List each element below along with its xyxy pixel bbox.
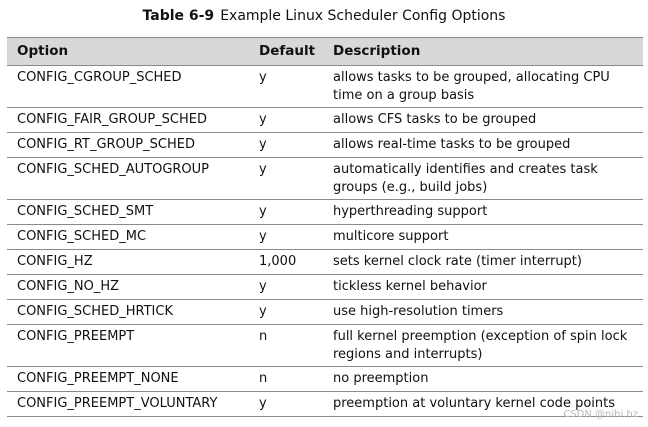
table-number: Table 6-9 [142,8,215,24]
table-row [7,275,643,300]
table-row [7,250,643,275]
table-row [7,158,643,200]
option-cell: CONFIG_SCHED_MC [7,225,251,250]
table-row [7,392,643,417]
description-cell: multicore support [325,225,643,250]
description-cell: preemption at voluntary kernel code points [325,392,643,417]
header-option: Option [7,38,251,66]
default-cell: y [251,133,325,158]
header-row [7,38,643,66]
table-row [7,66,643,108]
option-cell: CONFIG_CGROUP_SCHED [7,66,251,108]
default-cell: y [251,392,325,417]
option-cell: CONFIG_NO_HZ [7,275,251,300]
table-body [7,66,643,417]
option-cell: CONFIG_PREEMPT [7,325,251,367]
option-cell: CONFIG_PREEMPT_NONE [7,367,251,392]
option-cell: CONFIG_SCHED_AUTOGROUP [7,158,251,200]
option-cell: CONFIG_FAIR_GROUP_SCHED [7,108,251,133]
option-cell: CONFIG_SCHED_HRTICK [7,300,251,325]
description-cell: full kernel preemption (exception of spin lock regions and interrupts) [325,325,643,367]
table-row [7,108,643,133]
default-cell: n [251,367,325,392]
table-row [7,200,643,225]
header-default: Default [251,38,325,66]
table-row [7,325,643,367]
table-header [7,38,643,66]
watermark: CSDN @nihi.hz [563,409,638,420]
description-cell: allows real-time tasks to be grouped [325,133,643,158]
description-cell: use high-resolution timers [325,300,643,325]
option-cell: CONFIG_RT_GROUP_SCHED [7,133,251,158]
table-title: Example Linux Scheduler Config Options [220,8,506,24]
table-row [7,300,643,325]
default-cell: y [251,275,325,300]
default-cell: y [251,200,325,225]
description-cell: hyperthreading support [325,200,643,225]
option-cell: CONFIG_PREEMPT_VOLUNTARY [7,392,251,417]
default-cell: y [251,300,325,325]
description-cell: tickless kernel behavior [325,275,643,300]
default-cell: 1,000 [251,250,325,275]
description-cell: automatically identifies and creates task groups (e.g., build jobs) [325,158,643,200]
description-cell: allows tasks to be grouped, allocating CPU time on a group basis [325,66,643,108]
option-cell: CONFIG_HZ [7,250,251,275]
table-row [7,367,643,392]
table-caption [0,6,648,26]
config-options-table [7,37,643,417]
header-description: Description [325,38,643,66]
option-cell: CONFIG_SCHED_SMT [7,200,251,225]
default-cell: y [251,158,325,200]
table-row [7,133,643,158]
description-cell: sets kernel clock rate (timer interrupt) [325,250,643,275]
default-cell: y [251,225,325,250]
default-cell: y [251,108,325,133]
default-cell: y [251,66,325,108]
default-cell: n [251,325,325,367]
description-cell: no preemption [325,367,643,392]
table-row [7,225,643,250]
description-cell: allows CFS tasks to be grouped [325,108,643,133]
